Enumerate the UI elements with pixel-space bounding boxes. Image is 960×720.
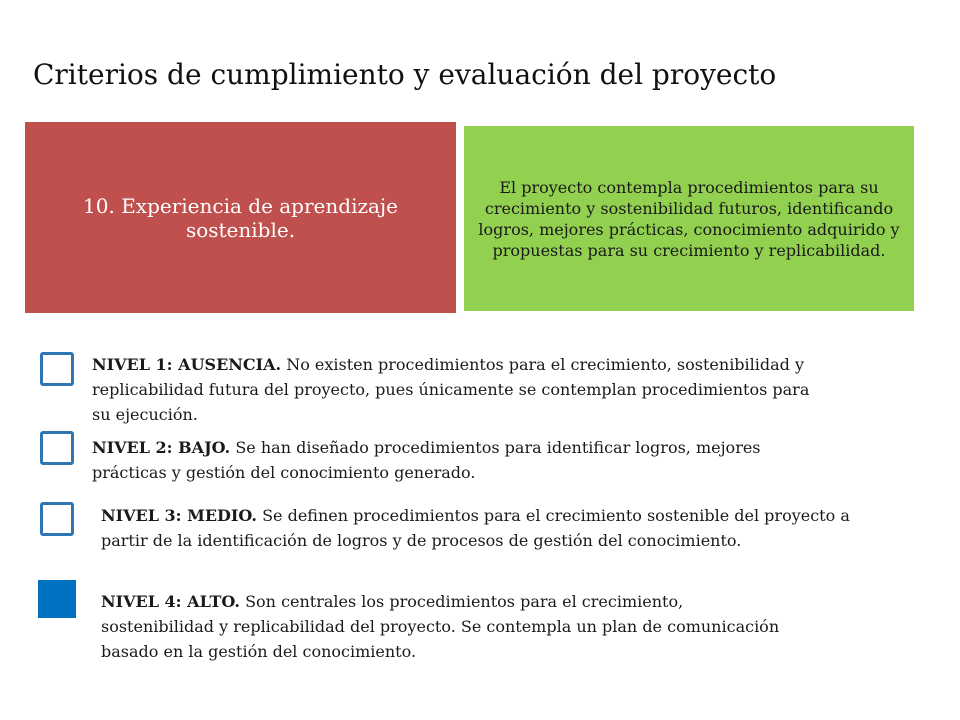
criterion-label: 10. Experiencia de aprendizaje sostenible. bbox=[83, 193, 398, 242]
level-4-description: Son centrales los procedimientos para el crecimiento, sostenibilidad y replicabilidad del proyecto. Se contempla un plan de comunicación basado en la gestión del conocimiento. bbox=[101, 592, 780, 661]
level-3-description: Se definen procedimientos para el crecimiento sostenible del proyecto a partir de la identificación de logros y de procesos de gestión del conocimiento. bbox=[101, 506, 850, 550]
level-3-checkbox[interactable] bbox=[40, 502, 74, 536]
level-3-title: NIVEL 3: MEDIO. bbox=[101, 506, 257, 525]
level-1-description: No existen procedimientos para el crecimiento, sostenibilidad y replicabilidad futura del proyecto, pues únicamente se contemplan procedimientos para su ejecución. bbox=[92, 355, 810, 424]
level-1-checkbox[interactable] bbox=[40, 352, 74, 386]
level-1-title: NIVEL 1: AUSENCIA. bbox=[92, 355, 282, 374]
level-4-checkbox[interactable] bbox=[38, 580, 76, 618]
level-1-text bbox=[92, 352, 812, 427]
criterion-box bbox=[25, 122, 456, 313]
level-3-text bbox=[101, 503, 851, 553]
level-2-checkbox[interactable] bbox=[40, 431, 74, 465]
criterion-description-box bbox=[464, 126, 914, 311]
level-2-description: Se han diseñado procedimientos para identificar logros, mejores prácticas y gestión del conocimiento generado. bbox=[92, 438, 761, 482]
level-4-title: NIVEL 4: ALTO. bbox=[101, 592, 240, 611]
level-4-text bbox=[101, 589, 801, 664]
level-2-title: NIVEL 2: BAJO. bbox=[92, 438, 231, 457]
level-2-text bbox=[92, 435, 812, 485]
criterion-description: El proyecto contempla procedimientos para su crecimiento y sostenibilidad futuros, identificando logros, mejores prácticas, conocimiento adquirido y propuestas para su crecimiento y replicabilidad. bbox=[478, 177, 900, 260]
page-title: Criterios de cumplimiento y evaluación del proyecto bbox=[33, 58, 777, 91]
